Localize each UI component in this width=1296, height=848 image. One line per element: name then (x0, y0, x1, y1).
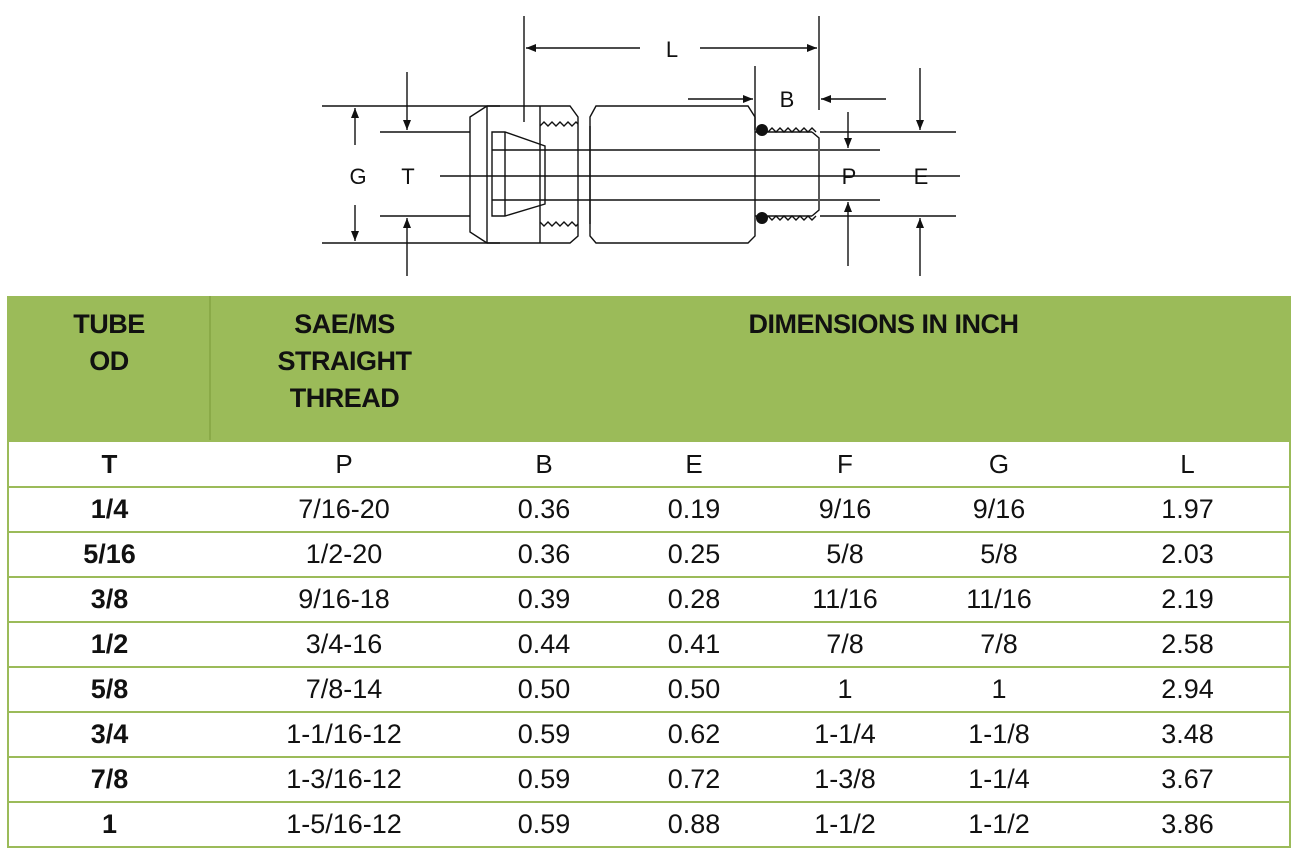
table-cell-F: 1-1/2 (778, 802, 912, 847)
table-cell-G: 7/8 (912, 622, 1086, 667)
header-thread (210, 296, 478, 441)
table-cell-L: 2.58 (1086, 622, 1290, 667)
table-cell-E: 0.41 (610, 622, 778, 667)
table-cell-P: 7/8-14 (210, 667, 478, 712)
table-cell-P: 1-1/16-12 (210, 712, 478, 757)
table-cell-F: 5/8 (778, 532, 912, 577)
table-cell-E: 0.72 (610, 757, 778, 802)
table-cell-T: 3/4 (8, 712, 210, 757)
table-cell-F: 1-1/4 (778, 712, 912, 757)
column-label-P: P (210, 441, 478, 487)
header-tube-od (8, 296, 210, 441)
table-cell-F: 7/8 (778, 622, 912, 667)
dim-label-E: E (913, 164, 929, 189)
table-cell-F: 1-3/8 (778, 757, 912, 802)
column-label-E: E (610, 441, 778, 487)
table-cell-P: 1-5/16-12 (210, 802, 478, 847)
table-cell-F: 1 (778, 667, 912, 712)
header-thread-line: THREAD (289, 383, 400, 413)
table-cell-G: 11/16 (912, 577, 1086, 622)
table-row (8, 577, 1290, 622)
table-cell-G: 1-1/4 (912, 757, 1086, 802)
table-row (8, 532, 1290, 577)
dim-label-T: T (401, 164, 415, 189)
table-cell-L: 2.94 (1086, 667, 1290, 712)
table-cell-L: 2.19 (1086, 577, 1290, 622)
table-cell-F: 9/16 (778, 487, 912, 532)
o-ring-bottom-icon (756, 212, 768, 224)
header-thread-line: SAE/MS (294, 309, 395, 339)
table-cell-T: 1/2 (8, 622, 210, 667)
dim-label-L: L (665, 37, 679, 62)
table-cell-E: 0.28 (610, 577, 778, 622)
table-cell-T: 1/4 (8, 487, 210, 532)
table-row (8, 802, 1290, 847)
table-cell-T: 3/8 (8, 577, 210, 622)
table-cell-P: 3/4-16 (210, 622, 478, 667)
table-row (8, 622, 1290, 667)
table-cell-B: 0.50 (478, 667, 610, 712)
table-cell-L: 3.48 (1086, 712, 1290, 757)
table-cell-P: 7/16-20 (210, 487, 478, 532)
table-cell-B: 0.39 (478, 577, 610, 622)
header-dimensions: DIMENSIONS IN INCH (478, 296, 1290, 441)
table-cell-L: 3.86 (1086, 802, 1290, 847)
table-cell-P: 1/2-20 (210, 532, 478, 577)
column-label-B: B (478, 441, 610, 487)
column-label-L: L (1086, 441, 1290, 487)
table-cell-F: 11/16 (778, 577, 912, 622)
column-label-T: T (8, 441, 210, 487)
table-cell-G: 1 (912, 667, 1086, 712)
table-cell-L: 3.67 (1086, 757, 1290, 802)
table-body (8, 487, 1290, 847)
table-cell-B: 0.59 (478, 802, 610, 847)
column-label-row (8, 441, 1290, 487)
o-ring-top-icon (756, 124, 768, 136)
table-cell-T: 7/8 (8, 757, 210, 802)
header-tube-od-line: OD (89, 346, 129, 376)
table-cell-E: 0.19 (610, 487, 778, 532)
table-cell-E: 0.25 (610, 532, 778, 577)
dim-label-B: B (779, 87, 795, 112)
column-label-F: F (778, 441, 912, 487)
table-cell-B: 0.44 (478, 622, 610, 667)
table-cell-L: 1.97 (1086, 487, 1290, 532)
table-cell-B: 0.59 (478, 712, 610, 757)
table-row (8, 757, 1290, 802)
table-cell-G: 1-1/2 (912, 802, 1086, 847)
column-label-G: G (912, 441, 1086, 487)
table-cell-T: 1 (8, 802, 210, 847)
fitting-drawing (0, 0, 1296, 290)
header-thread-line: STRAIGHT (277, 346, 412, 376)
table-cell-E: 0.62 (610, 712, 778, 757)
table-cell-B: 0.36 (478, 532, 610, 577)
table-row (8, 667, 1290, 712)
table-row (8, 712, 1290, 757)
table-cell-E: 0.88 (610, 802, 778, 847)
dimensions-table (7, 296, 1291, 848)
table-cell-B: 0.36 (478, 487, 610, 532)
table-cell-P: 9/16-18 (210, 577, 478, 622)
fitting-drawing-svg (0, 0, 1296, 290)
table-cell-T: 5/16 (8, 532, 210, 577)
table-row (8, 487, 1290, 532)
table-cell-P: 1-3/16-12 (210, 757, 478, 802)
table-cell-G: 5/8 (912, 532, 1086, 577)
table-cell-G: 1-1/8 (912, 712, 1086, 757)
table-cell-E: 0.50 (610, 667, 778, 712)
table-cell-T: 5/8 (8, 667, 210, 712)
table-cell-L: 2.03 (1086, 532, 1290, 577)
header-tube-od-line: TUBE (73, 309, 145, 339)
table-cell-B: 0.59 (478, 757, 610, 802)
table-cell-G: 9/16 (912, 487, 1086, 532)
dim-label-G: G (349, 164, 367, 189)
dim-label-P: P (841, 164, 857, 189)
table-header-row (8, 296, 1290, 441)
